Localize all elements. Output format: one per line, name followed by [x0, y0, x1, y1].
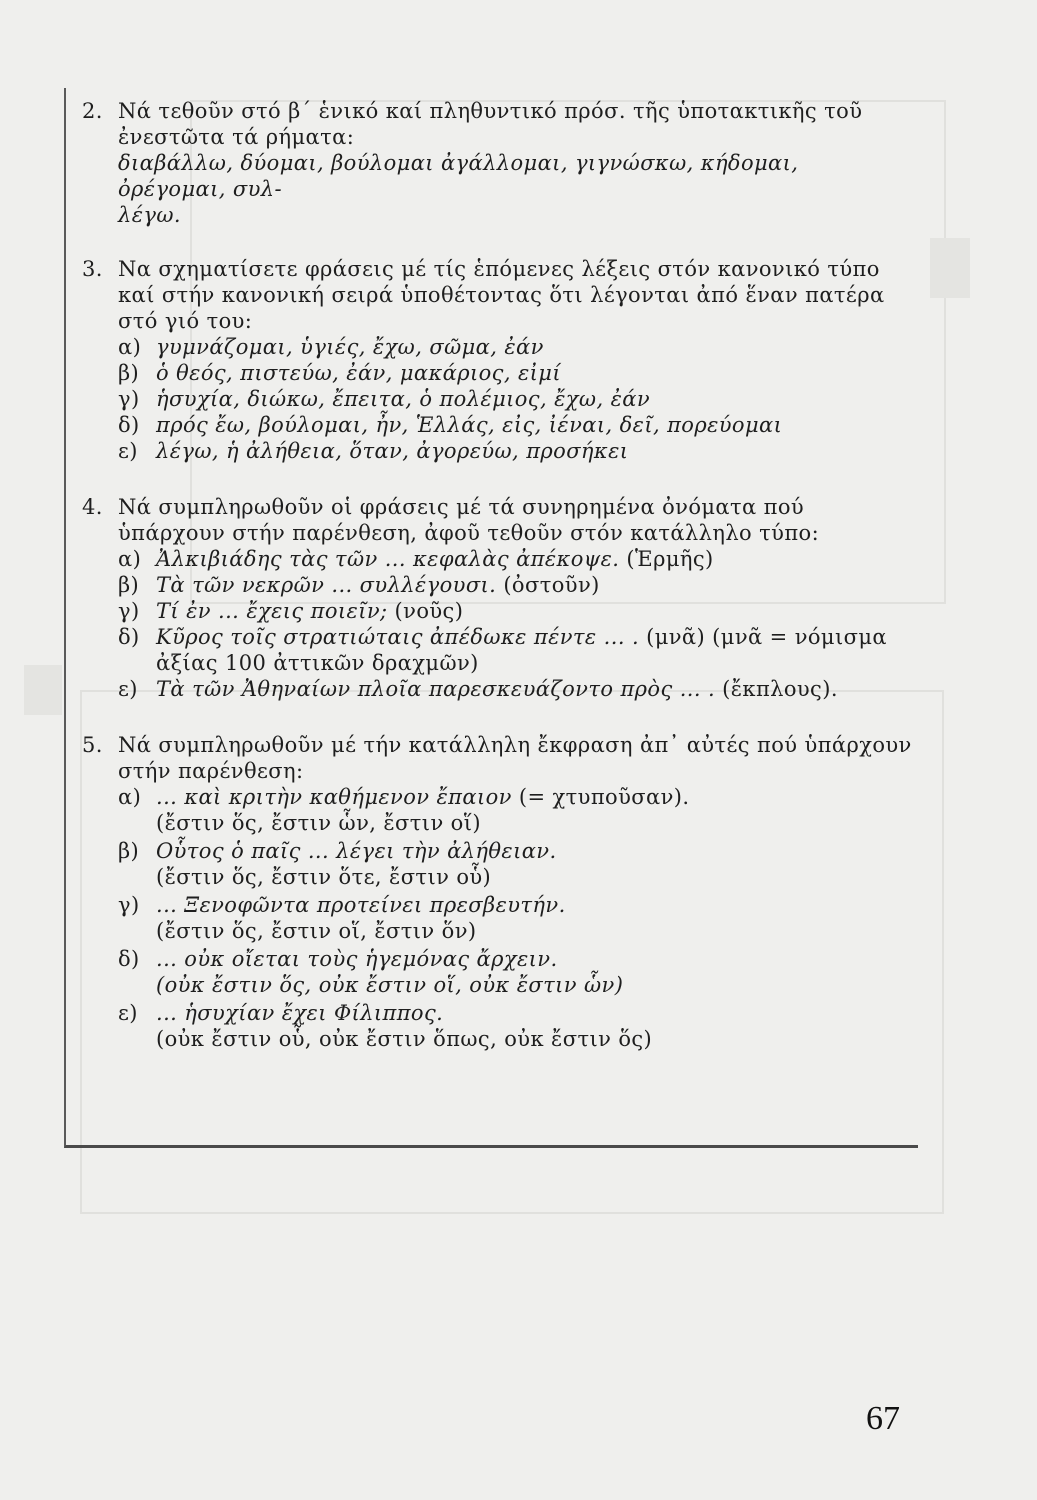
exercise-number: 3. [82, 257, 103, 281]
exercise-4 [82, 494, 912, 702]
list-item [118, 946, 912, 998]
item-label: β) [118, 573, 140, 597]
list-item [118, 334, 912, 360]
exercise-2 [82, 98, 912, 228]
list-item [118, 412, 912, 438]
list-item [118, 1000, 912, 1052]
item-label: γ) [118, 599, 140, 623]
item-label: α) [118, 785, 142, 809]
hint: (μνᾶ) (μνᾶ = νόμισμα ἀξίας 100 ἀττικῶν δραχμῶν) [156, 625, 887, 675]
sentence: Τί ἐν ... ἔχεις ποιεῖν; [156, 599, 388, 623]
sentence: Κῦρος τοῖς στρατιώταις ἀπέδωκε πέντε ... . [156, 625, 640, 649]
hint: (νοῦς) [387, 599, 464, 623]
gloss: (= χτυποῦσαν). [511, 785, 690, 809]
item-label: δ) [118, 947, 140, 971]
item-label: δ) [118, 413, 140, 437]
item-label: α) [118, 547, 142, 571]
word-list: γυμνάζομαι, ὑγιές, ἔχω, σῶμα, ἐάν [156, 335, 544, 359]
item-label: α) [118, 335, 142, 359]
exercise-instruction: Νά συμπληρωθοῦν οἱ φράσεις μέ τά συνηρημένα ὀνόματα πού ὑπάρχουν στήν παρένθεση, ἀφοῦ τεθοῦν στόν κατάλληλο τύπο: [118, 495, 820, 545]
list-item [118, 386, 912, 412]
exercise-instruction: Νά συμπληρωθοῦν μέ τήν κατάλληλη ἔκφραση ἀπ᾽ αὐτές πού ὑπάρχουν στήν παρένθεση: [118, 733, 912, 783]
word-list: λέγω, ἡ ἀλήθεια, ὅταν, ἀγορεύω, προσήκει [156, 439, 629, 463]
exercise-number: 2. [82, 99, 103, 123]
exercise-5 [82, 732, 912, 1052]
item-label: β) [118, 839, 140, 863]
exercise-instruction: Νά τεθοῦν στό β΄ ἑνικό καί πληθυντικό πρόσ. τῆς ὑποτακτικῆς τοῦ ἐνεστῶτα τά ρήματα: [118, 99, 863, 149]
exercise-number: 4. [82, 495, 103, 519]
item-label: β) [118, 361, 140, 385]
sentence: Τὰ τῶν νεκρῶν ... συλλέγουσι. [156, 573, 497, 597]
item-label: ε) [118, 677, 138, 701]
choice-options: (οὐκ ἔστιν οὗ, οὐκ ἔστιν ὅπως, οὐκ ἔστιν ὅς) [156, 1027, 653, 1051]
word-list: πρός ἔω, βούλομαι, ἦν, Ἑλλάς, εἰς, ἰέναι, δεῖ, πορεύομαι [156, 413, 783, 437]
list-item [118, 676, 912, 702]
verb-list-continued: λέγω. [118, 203, 181, 227]
exercise-number: 5. [82, 733, 103, 757]
list-item [118, 572, 912, 598]
list-item [118, 892, 912, 944]
hint: (ἔκπλους). [715, 677, 838, 701]
list-item [118, 546, 912, 572]
item-label: δ) [118, 625, 140, 649]
sentence: ... καὶ κριτὴν καθήμενον ἔπαιον [156, 785, 512, 809]
bleed-through-tab-left [24, 665, 62, 715]
list-item [118, 838, 912, 890]
choice-options: (ἔστιν ὅς, ἔστιν ὧν, ἔστιν οἵ) [156, 811, 481, 835]
choice-options: (ἔστιν ὅς, ἔστιν ὅτε, ἔστιν οὗ) [156, 865, 492, 889]
verb-list: διαβάλλω, δύομαι, βούλομαι ἀγάλλομαι, γιγνώσκω, κήδομαι, ὀρέγομαι, συλ- [118, 151, 799, 201]
list-item [118, 360, 912, 386]
sentence: ... οὐκ οἴεται τοὺς ἡγεμόνας ἄρχειν. [156, 947, 558, 971]
list-item [118, 598, 912, 624]
sentence: ... Ξενοφῶντα προτείνει πρεσβευτήν. [156, 893, 566, 917]
sentence: Ἀλκιβιάδης τὰς τῶν ... κεφαλὰς ἀπέκοψε. [156, 547, 620, 571]
item-label: γ) [118, 893, 140, 917]
hint: (Ἑρμῆς) [619, 547, 714, 571]
sentence: Οὗτος ὁ παῖς ... λέγει τὴν ἀλήθειαν. [156, 839, 557, 863]
exercise-3 [82, 256, 912, 464]
item-label: ε) [118, 1001, 138, 1025]
exercise-instruction: Να σχηματίσετε φράσεις μέ τίς ἑπόμενες λέξεις στόν κανονικό τύπο καί στήν κανονική σειρά ὑποθέτοντας ὅτι λέγονται ἀπό ἕναν πατέρα στό γιό του: [118, 257, 885, 333]
exercise-list [82, 98, 912, 1052]
page-number: 67 [866, 1400, 900, 1437]
item-label: ε) [118, 439, 138, 463]
item-label: γ) [118, 387, 140, 411]
choice-options: (οὐκ ἔστιν ὅς, οὐκ ἔστιν οἵ, οὐκ ἔστιν ὧν) [156, 973, 624, 997]
sentence: Τὰ τῶν Ἀθηναίων πλοῖα παρεσκευάζοντο πρὸς ... . [156, 677, 716, 701]
list-item [118, 438, 912, 464]
list-item [118, 784, 912, 836]
sentence: ... ἡσυχίαν ἔχει Φίλιππος. [156, 1001, 444, 1025]
list-item [118, 624, 912, 676]
word-list: ὁ θεός, πιστεύω, ἐάν, μακάριος, εἰμί [156, 361, 561, 385]
hint: (ὀστοῦν) [496, 573, 600, 597]
bleed-through-tab [930, 238, 970, 298]
word-list: ἡσυχία, διώκω, ἔπειτα, ὁ πολέμιος, ἔχω, ἐάν [156, 387, 651, 411]
choice-options: (ἔστιν ὅς, ἔστιν οἵ, ἔστιν ὅν) [156, 919, 477, 943]
